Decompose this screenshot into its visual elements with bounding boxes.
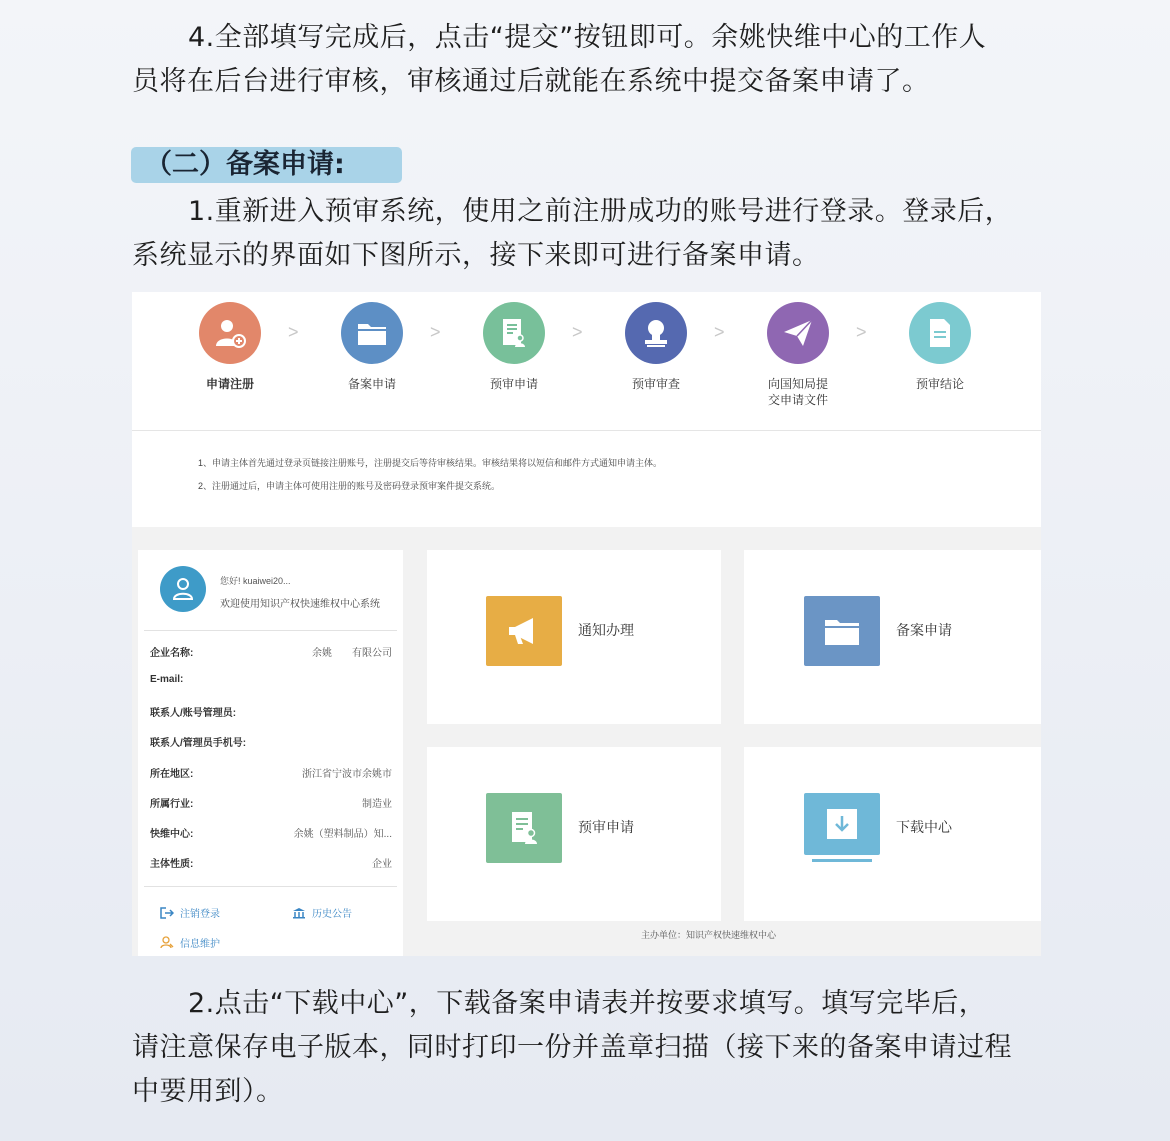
step-label: 预审申请 xyxy=(489,377,538,391)
logout-link[interactable] xyxy=(160,905,220,920)
field-key: 联系人/账号管理员: xyxy=(150,708,237,719)
step-label: 预审审查 xyxy=(631,377,680,391)
card-label: 下载中心 xyxy=(896,819,952,835)
step-pre-review-apply[interactable] xyxy=(459,302,569,392)
card-download-center[interactable] xyxy=(744,747,1041,921)
registration-notes xyxy=(132,431,1041,527)
folder-icon xyxy=(804,596,880,666)
paragraph-line: 员将在后台进行审核，审核通过后就能在系统中提交备案申请了。 xyxy=(132,66,930,97)
user-profile-panel xyxy=(138,550,403,956)
note-line: 2、注册通过后，申请主体可使用注册的账号及密码登录预审案件提交系统。 xyxy=(198,481,501,491)
field-entity-type xyxy=(150,855,392,870)
folder-icon xyxy=(341,302,403,364)
step-label-line: 向国知局提 xyxy=(767,377,828,391)
field-email xyxy=(150,674,392,685)
paragraph-line: 2.点击“下载中心”，下载备案申请表并按要求填写。填写完毕后， xyxy=(188,988,987,1019)
field-key: 主体性质: xyxy=(150,859,194,870)
paper-plane-icon xyxy=(767,302,829,364)
field-center xyxy=(150,825,392,840)
chevron-right-icon: > xyxy=(714,322,725,342)
step-label: 申请注册 xyxy=(205,377,254,391)
paragraph-line: 1.重新进入预审系统，使用之前注册成功的账号进行登录。登录后， xyxy=(188,196,1013,227)
field-value: 制造业 xyxy=(362,799,392,810)
field-company-name xyxy=(150,644,392,659)
footer-sponsor: 主办单位：知识产权快速维权中心 xyxy=(641,930,777,940)
field-key: 联系人/管理员手机号: xyxy=(150,738,247,749)
field-key: E-mail: xyxy=(150,674,184,685)
instruction-paragraph-2 xyxy=(132,982,1042,1114)
note-line: 1、申请主体首先通过登录页链接注册账号，注册提交后等待审核结果。审核结果将以短信和邮件方式通知申请主体。 xyxy=(198,458,663,468)
avatar xyxy=(160,566,206,612)
field-admin-phone xyxy=(150,734,392,749)
step-label-line: 交申请文件 xyxy=(767,393,828,407)
paragraph-line: 4.全部填写完成后，点击“提交”按钮即可。余姚快维中心的工作人 xyxy=(188,22,987,53)
chevron-right-icon: > xyxy=(430,322,441,342)
field-contact-admin xyxy=(150,704,392,719)
document-user-icon xyxy=(486,793,562,863)
field-key: 快维中心: xyxy=(150,829,194,840)
instruction-paragraph-1 xyxy=(132,190,1042,278)
card-notice-handling[interactable] xyxy=(427,550,721,724)
dashboard-area xyxy=(132,527,1041,956)
paragraph-line: 请注意保存电子版本，同时打印一份并盖章扫描（接下来的备案申请过程 xyxy=(132,1032,1012,1063)
link-label: 信息维护 xyxy=(180,939,220,950)
divider xyxy=(144,630,397,631)
card-label: 备案申请 xyxy=(896,622,952,638)
info-maintenance-link[interactable] xyxy=(160,935,220,950)
megaphone-icon xyxy=(486,596,562,666)
system-screenshot xyxy=(132,292,1041,956)
process-steps xyxy=(132,292,1041,431)
step-label: 备案申请 xyxy=(347,377,396,391)
chevron-right-icon: > xyxy=(288,322,299,342)
step-label xyxy=(743,376,853,408)
field-value: 余姚（塑料制品）知... xyxy=(293,829,392,840)
user-edit-icon xyxy=(160,936,174,949)
step-apply-register[interactable] xyxy=(175,302,285,392)
field-value: 浙江省宁波市余姚市 xyxy=(302,769,392,780)
field-value: 企业 xyxy=(372,859,392,870)
paragraph-line: 系统显示的界面如下图所示，接下来即可进行备案申请。 xyxy=(132,240,820,271)
step-pre-review-check[interactable] xyxy=(601,302,711,392)
card-pre-review-apply[interactable] xyxy=(427,747,721,921)
bank-icon xyxy=(292,907,306,919)
step-pre-review-conclusion[interactable] xyxy=(885,302,995,392)
step-label: 预审结论 xyxy=(915,377,964,391)
user-add-icon xyxy=(199,302,261,364)
link-label: 注销登录 xyxy=(180,909,220,920)
card-label: 预审申请 xyxy=(578,819,634,835)
greeting-text: 您好! kuaiwei20... xyxy=(220,576,291,586)
chevron-right-icon: > xyxy=(572,322,583,342)
logout-icon xyxy=(160,907,174,919)
field-key: 所属行业: xyxy=(150,799,194,810)
step-filing-apply[interactable] xyxy=(317,302,427,392)
section-heading: （二）备案申请: xyxy=(131,147,402,183)
field-key: 所在地区: xyxy=(150,769,194,780)
chevron-right-icon: > xyxy=(856,322,867,342)
divider xyxy=(144,886,397,887)
field-value: 余姚 有限公司 xyxy=(312,648,392,659)
instruction-paragraph-4 xyxy=(132,16,1042,104)
tile-underline xyxy=(812,859,872,862)
history-notice-link[interactable] xyxy=(292,905,352,920)
field-region xyxy=(150,765,392,780)
link-label: 历史公告 xyxy=(312,909,352,920)
field-industry xyxy=(150,795,392,810)
paragraph-line: 中要用到）。 xyxy=(132,1076,284,1107)
document-icon xyxy=(909,302,971,364)
field-key: 企业名称: xyxy=(150,648,194,659)
stamp-icon xyxy=(625,302,687,364)
step-submit-to-cnipa[interactable] xyxy=(743,302,853,408)
card-filing-apply[interactable] xyxy=(744,550,1041,724)
card-label: 通知办理 xyxy=(578,622,634,638)
document-user-icon xyxy=(483,302,545,364)
welcome-text: 欢迎使用知识产权快速维权中心系统 xyxy=(220,599,380,610)
download-icon xyxy=(804,793,880,855)
